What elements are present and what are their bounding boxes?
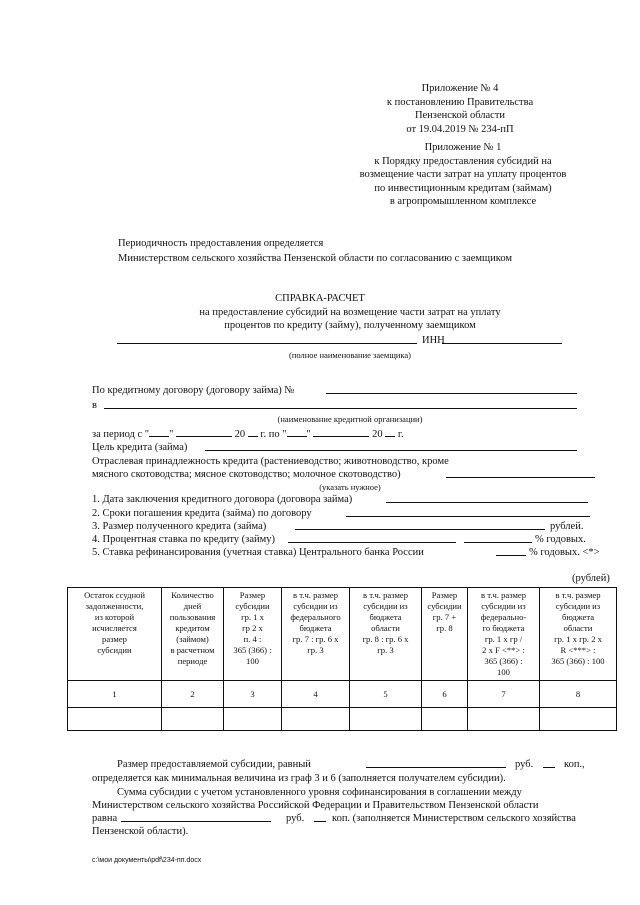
column-number: 5 [350,681,422,708]
header-cell-7: в т.ч. размер субсидии из федерально- го бюджета гр. 1 х гр / 2 х F <**> : 365 (366) : 100 [468,588,540,681]
period-from-month-field[interactable] [176,427,232,437]
appendix-1-header [318,141,608,209]
interest-rate-field-b[interactable] [464,533,532,543]
header-cell-2: Количество дней пользования кредитом (займом) в расчетном периоде [162,588,224,681]
kop-label: коп., [564,759,585,770]
bank-name-field[interactable] [104,399,577,409]
document-subtitle-2: процентов по кредиту (займу), полученному заемщиком [224,320,476,331]
industry-field[interactable] [446,468,595,478]
cofinancing-kop-field[interactable] [314,812,326,822]
purpose-label: Цель кредита (займа) [92,442,188,453]
item-4-label: 4. Процентная ставка по кредиту (займу) [92,534,275,545]
cofinancing-kop-note: коп. (заполняется Министерством сельского хозяйства [332,813,576,824]
entry-cell[interactable] [468,708,540,731]
subsidy-amount-note: определяется как минимальная величина из граф 3 и 6 (заполняется получателем субсидии). [92,773,506,784]
contract-date-field[interactable] [386,493,588,503]
table-header-row [68,588,617,681]
quote-mark: " [169,429,174,440]
borrower-caption: (полное наименование заемщика) [288,350,412,360]
rub-label: руб. [515,759,534,770]
industry-line-2: мясного скотоводства; мясное скотоводство; молочное скотоводство) [92,469,401,480]
file-path-footer: c:\мои документы\pdf\234-пп.docx [92,857,202,864]
column-number: 3 [224,681,282,708]
quote-mark: " [306,429,311,440]
interest-rate-field-a[interactable] [288,533,456,543]
item-4-unit: % годовых. [535,534,586,545]
cofinancing-line-4: Пензенской области). [92,826,189,837]
specify-caption: (указать нужное) [319,482,381,492]
document-title: СПРАВКА-РАСЧЕТ [275,293,365,304]
period-to-label: г. по " [260,429,287,440]
item-2-label: 2. Сроки погашения кредита (займа) по договору [92,508,312,519]
header-cell-1: Остаток ссудной задолженности, из которой исчисляется размер субсидии [68,588,162,681]
appendix-4-line: Пензенской области [414,110,506,121]
inn-label: ИНН [422,335,445,346]
cofinancing-equals-label: равна [92,813,118,824]
header-cell-8: в т.ч. размер субсидии из бюджета области гр. 1 х гр. 2 х R <***> : 365 (366) : 100 [540,588,617,681]
column-number: 8 [540,681,617,708]
item-3-unit: рублей. [550,521,584,532]
industry-line-1: Отраслевая принадлежность кредита (растениеводство; животноводство, кроме [92,456,449,467]
entry-cell[interactable] [68,708,162,731]
header-cell-4: в т.ч. размер субсидии из федерального бюджета гр. 7 : гр. 6 х гр. 3 [282,588,350,681]
contract-number-field[interactable] [326,384,577,394]
periodicity-line-1: Периодичность предоставления определяется [118,238,324,249]
column-number: 2 [162,681,224,708]
cofinancing-rub-field[interactable] [121,812,271,822]
document-subtitle-1: на предоставление субсидий на возмещение части затрат на уплату [199,307,501,318]
header-cell-3: Размер субсидии гр. 1 х гр 2 х п. 4 : 365 (366) : 100 [224,588,282,681]
refinancing-rate-field[interactable] [496,546,526,556]
period-from-year-label: 20 [234,429,246,440]
loan-amount-field[interactable] [295,520,545,530]
purpose-field[interactable] [205,441,577,451]
header-cell-6: Размер субсидии гр. 7 + гр. 8 [422,588,468,681]
calculation-table [67,587,617,731]
bank-caption: (наименование кредитной организации) [277,414,423,424]
column-number: 6 [422,681,468,708]
borrower-name-field[interactable] [117,334,417,344]
entry-cell[interactable] [162,708,224,731]
period-to-day-field[interactable] [287,427,307,437]
subsidy-amount-label: Размер предоставляемой субсидии, равный [117,759,311,770]
item-1-label: 1. Дата заключения кредитного договора (договора займа) [92,494,353,505]
appendix-4-line: Приложение № 4 [421,83,499,94]
appendix-4-header [330,82,590,136]
cofinancing-line-2: Министерством сельского хозяйства Российской Федерации и Правительством Пензенской области [92,800,539,811]
contract-label: По кредитному договору (договору займа) № [92,385,295,396]
period-from-label: за период с " [92,429,150,440]
period-from-day-field[interactable] [149,427,169,437]
period-row [92,427,404,441]
entry-cell[interactable] [350,708,422,731]
cofinancing-rub-label: руб. [286,813,305,824]
period-end-label: г. [397,429,404,440]
item-5-unit: % годовых. <*> [529,547,600,558]
entry-cell[interactable] [540,708,617,731]
data-entry-row [68,708,617,731]
entry-cell[interactable] [422,708,468,731]
appendix-1-line: возмещение части затрат на уплату процентов [359,169,567,180]
subsidy-amount-kop-field[interactable] [543,758,555,768]
period-from-year-field[interactable] [248,427,258,437]
entry-cell[interactable] [224,708,282,731]
periodicity-line-2: Министерством сельского хозяйства Пензенской области по согласованию с заемщиком [118,253,513,264]
repayment-terms-field[interactable] [346,507,590,517]
appendix-4-line: от 19.04.2019 № 234-пП [406,123,514,135]
table-unit-note: (рублей) [572,573,610,584]
subsidy-amount-rub-field[interactable] [366,758,506,768]
column-number-row [68,681,617,708]
item-3-label: 3. Размер полученного кредита (займа) [92,521,267,532]
column-number: 7 [468,681,540,708]
period-to-year-label: 20 [372,429,383,440]
inn-field[interactable] [442,334,562,344]
appendix-4-line: к постановлению Правительства [386,96,534,108]
header-cell-5: в т.ч. размер субсидии из бюджета области гр. 8 : гр. 6 х гр. 3 [350,588,422,681]
entry-cell[interactable] [282,708,350,731]
appendix-1-line: к Порядку предоставления субсидий на [374,155,552,167]
period-to-year-field[interactable] [385,427,395,437]
column-number: 1 [68,681,162,708]
cofinancing-line-1: Сумма субсидии с учетом установленного уровня софинансирования в соглашении между [117,787,522,798]
appendix-1-line: Приложение № 1 [424,142,502,153]
appendix-1-line: в агропромышленном комплексе [389,196,537,207]
appendix-1-line: по инвестиционным кредитам (займам) [374,182,552,194]
column-number: 4 [282,681,350,708]
bank-in-label: в [92,400,97,411]
period-to-month-field[interactable] [313,427,369,437]
item-5-label: 5. Ставка рефинансирования (учетная ставка) Центрального банка России [92,547,424,558]
